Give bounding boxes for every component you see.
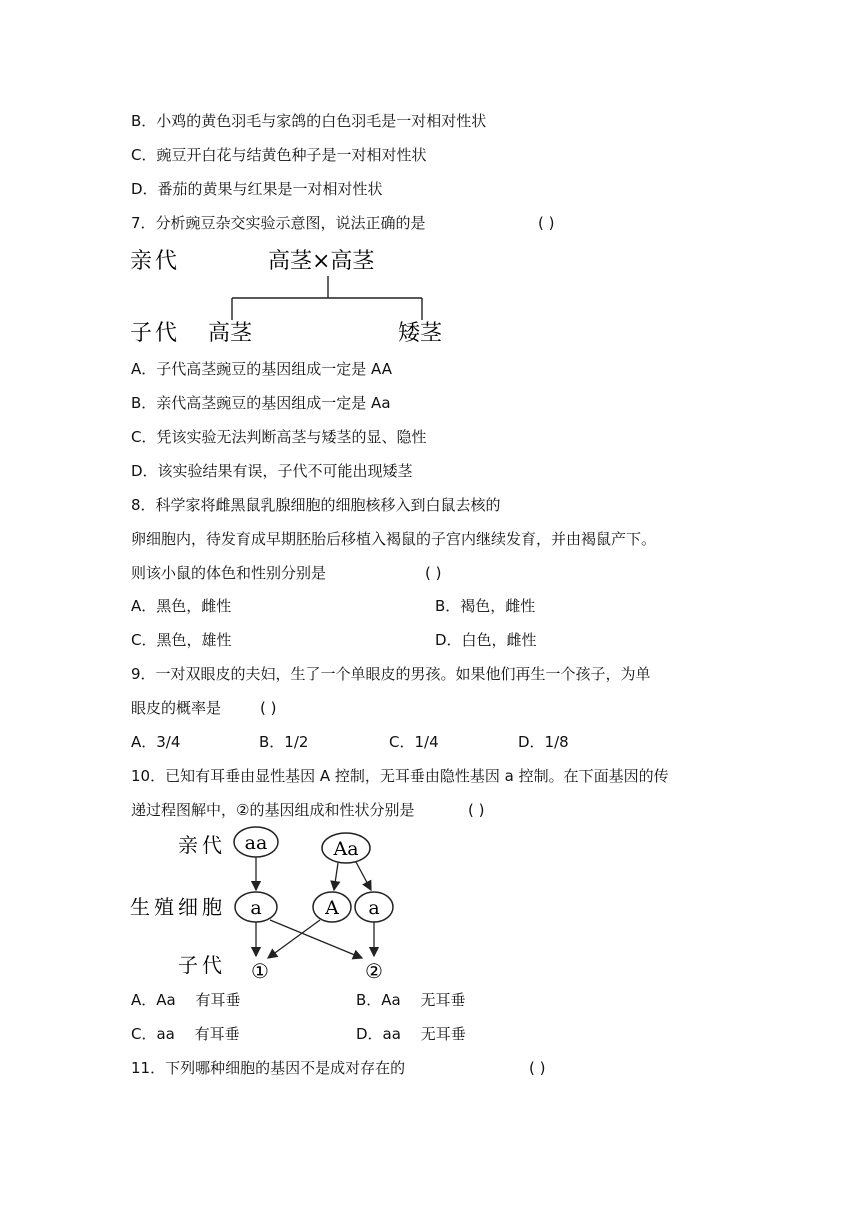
q8-option-b: B．褐色，雌性 bbox=[435, 597, 536, 615]
q10-gamete-a-left: a bbox=[250, 897, 262, 919]
q10-option-d: D．aa 无耳垂 bbox=[356, 1025, 466, 1043]
q8-option-c: C．黑色，雄性 bbox=[131, 631, 232, 649]
q8-answer-paren: ( ) bbox=[425, 564, 442, 582]
q9-answer-paren: ( ) bbox=[260, 699, 277, 717]
q9-stem-line1: 9．一对双眼皮的夫妇，生了一个单眼皮的男孩。如果他们再生一个孩子，为单 bbox=[131, 665, 651, 683]
q7-child-tall: 高茎 bbox=[208, 321, 253, 346]
q7-option-a: A．子代高茎豌豆的基因组成一定是 AA bbox=[131, 360, 392, 378]
q11-stem: 11．下列哪种细胞的基因不是成对存在的 bbox=[131, 1059, 406, 1077]
q6-option-b: B．小鸡的黄色羽毛与家鸽的白色羽毛是一对相对性状 bbox=[131, 112, 487, 130]
q9-stem-line2: 眼皮的概率是 bbox=[131, 699, 222, 717]
q10-child-1: ① bbox=[251, 959, 269, 983]
q10-row-child-label: 子代 bbox=[178, 953, 226, 977]
q7-parent-label: 亲代 bbox=[130, 249, 181, 274]
q9-option-c: C．1/4 bbox=[389, 733, 439, 751]
q7-child-short: 矮茎 bbox=[398, 321, 443, 346]
q10-inheritance-diagram bbox=[128, 822, 408, 988]
q10-stem-line2: 递过程图解中，②的基因组成和性状分别是 bbox=[131, 801, 415, 819]
q8-option-d: D．白色，雌性 bbox=[435, 631, 537, 649]
q9-option-d: D．1/8 bbox=[518, 733, 569, 751]
q10-parent-aa: aa bbox=[244, 832, 268, 854]
q10-option-c: C．aa 有耳垂 bbox=[131, 1025, 240, 1043]
q6-option-d: D．番茄的黄果与红果是一对相对性状 bbox=[131, 180, 383, 198]
q11-answer-paren: ( ) bbox=[529, 1059, 546, 1077]
q7-answer-paren: ( ) bbox=[538, 214, 555, 232]
q10-stem-line1: 10．已知有耳垂由显性基因 A 控制，无耳垂由隐性基因 a 控制。在下面基因的传 bbox=[131, 767, 669, 785]
q10-row-gamete-label: 生殖细胞 bbox=[130, 895, 226, 919]
q8-option-a: A．黑色，雌性 bbox=[131, 597, 232, 615]
q7-parent-cross: 高茎×高茎 bbox=[268, 249, 375, 274]
q9-option-b: B．1/2 bbox=[259, 733, 309, 751]
q10-gamete-a-right: a bbox=[368, 897, 380, 919]
q10-answer-paren: ( ) bbox=[468, 801, 485, 819]
q7-option-b: B．亲代高茎豌豆的基因组成一定是 Aa bbox=[131, 394, 391, 412]
q7-option-d: D．该实验结果有误，子代不可能出现矮茎 bbox=[131, 462, 413, 480]
q8-stem-line3: 则该小鼠的体色和性别分别是 bbox=[131, 564, 327, 582]
q7-stem: 7．分析豌豆杂交实验示意图，说法正确的是 bbox=[131, 214, 426, 232]
q8-stem-line2: 卵细胞内，待发育成早期胚胎后移植入褐鼠的子宫内继续发育，并由褐鼠产下。 bbox=[131, 530, 657, 548]
q7-child-label: 子代 bbox=[130, 321, 181, 346]
q10-child-2: ② bbox=[365, 959, 383, 983]
q7-cross-diagram bbox=[128, 238, 458, 350]
q10-option-a: A．Aa 有耳垂 bbox=[131, 991, 241, 1009]
q7-option-c: C．凭该实验无法判断高茎与矮茎的显、隐性 bbox=[131, 428, 427, 446]
q10-option-b: B．Aa 无耳垂 bbox=[356, 991, 466, 1009]
q10-row-parent-label: 亲代 bbox=[178, 833, 226, 857]
q10-gamete-A: A bbox=[325, 897, 339, 919]
q10-parent-Aa: Aa bbox=[333, 838, 359, 860]
q9-option-a: A．3/4 bbox=[131, 733, 181, 751]
q6-option-c: C．豌豆开白花与结黄色种子是一对相对性状 bbox=[131, 146, 427, 164]
q8-stem-line1: 8．科学家将雌黑鼠乳腺细胞的细胞核移入到白鼠去核的 bbox=[131, 496, 501, 514]
